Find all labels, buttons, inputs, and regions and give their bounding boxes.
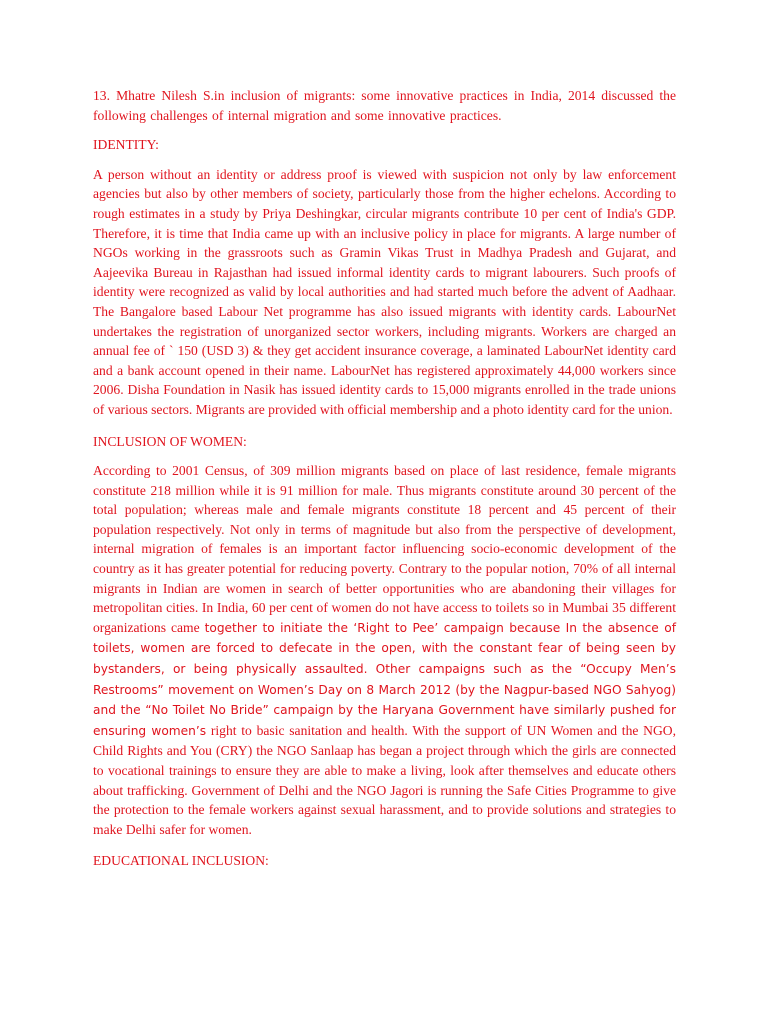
heading-inclusion-of-women: INCLUSION OF WOMEN: bbox=[93, 433, 247, 449]
reference-paragraph: 13. Mhatre Nilesh S.in inclusion of migrants: some innovative practices in India, 2014 discussed the following challenges of internal migration and some innovative practices. bbox=[93, 88, 676, 123]
paragraph-women-part-1: According to 2001 Census, of 309 million migrants based on place of last residence, female migrants constitute 218 million while it is 91 million for male. Thus migrants constitute around 30 percent of the total population; whereas male and female migrants constitute 18 percent and 45 percent of their population respectively. Not only in terms of magnitude but also from the perspective of development, internal migration of females is an important factor influencing socio-economic development of the country as it has greater potential for reducing poverty. Contrary to the popular notion, 70% of all internal migrants in Indian are women in search of better opportunities who are abandoning their villages for metropolitan cities. In India, 60 per cent of women do not have access to toilets so in Mumbai 35 different organizations came bbox=[93, 463, 676, 635]
heading-educational-inclusion: EDUCATIONAL INCLUSION: bbox=[93, 853, 269, 869]
heading-identity: IDENTITY: bbox=[93, 137, 159, 153]
paragraph-inclusion-of-women bbox=[93, 461, 676, 839]
paragraph-identity: A person without an identity or address proof is viewed with suspicion not only by law enforcement agencies but also by other members of society, particularly those from the higher echelons. According to rough estimates in a study by Priya Deshingkar, circular migrants contribute 10 per cent of India's GDP. Therefore, it is time that India came up with an inclusive policy in place for migrants. A large number of NGOs working in the grassroots such as Gramin Vikas Trust in Madhya Pradesh and Gujarat, and Aajeevika Bureau in Rajasthan had issued informal identity cards to migrant labourers. Such proofs of identity were recognized as valid by local authorities and had started much before the advent of Aadhaar. The Bangalore based Labour Net programme has also issued migrants with identity cards. LabourNet undertakes the registration of unorganized sector workers, including migrants. Workers are charged an annual fee of ` 150 (USD 3) & they get accident insurance coverage, a laminated LabourNet identity card and a bank account opened in their name. LabourNet has registered approximately 44,000 workers since 2006. Disha Foundation in Nasik has issued identity cards to 15,000 migrants enrolled in the trade unions of various sectors. Migrants are provided with official membership and a photo identity card for the union. bbox=[93, 166, 676, 417]
paragraph-women-part-2: together to initiate the ‘Right to Pee’ campaign because In the absence of toilets, women are forced to defecate in the open, with the constant fear of being seen by bystanders, or being physically assaulted. Other campaigns such as the “Occupy Men’s Restrooms” movement on Women’s Day on 8 March 2012 (by the Nagpur-based NGO Sahyog) and the “No Toilet No Bride” campaign by the Haryana Government have similarly pushed for ensuring women’s bbox=[93, 620, 676, 738]
paragraph-women-part-3: right to basic sanitation and health. With the support of UN Women and the NGO, Child Rights and You (CRY) the NGO Sanlaap has began a project through which the girls are connected to vocational trainings to ensure they are able to make a living, look after themselves and educate others about trafficking. Government of Delhi and the NGO Jagori is running the Safe Cities Programme to give the protection to the female workers against sexual harassment, and to provide solutions and strategies to make Delhi safer for women. bbox=[93, 722, 676, 837]
